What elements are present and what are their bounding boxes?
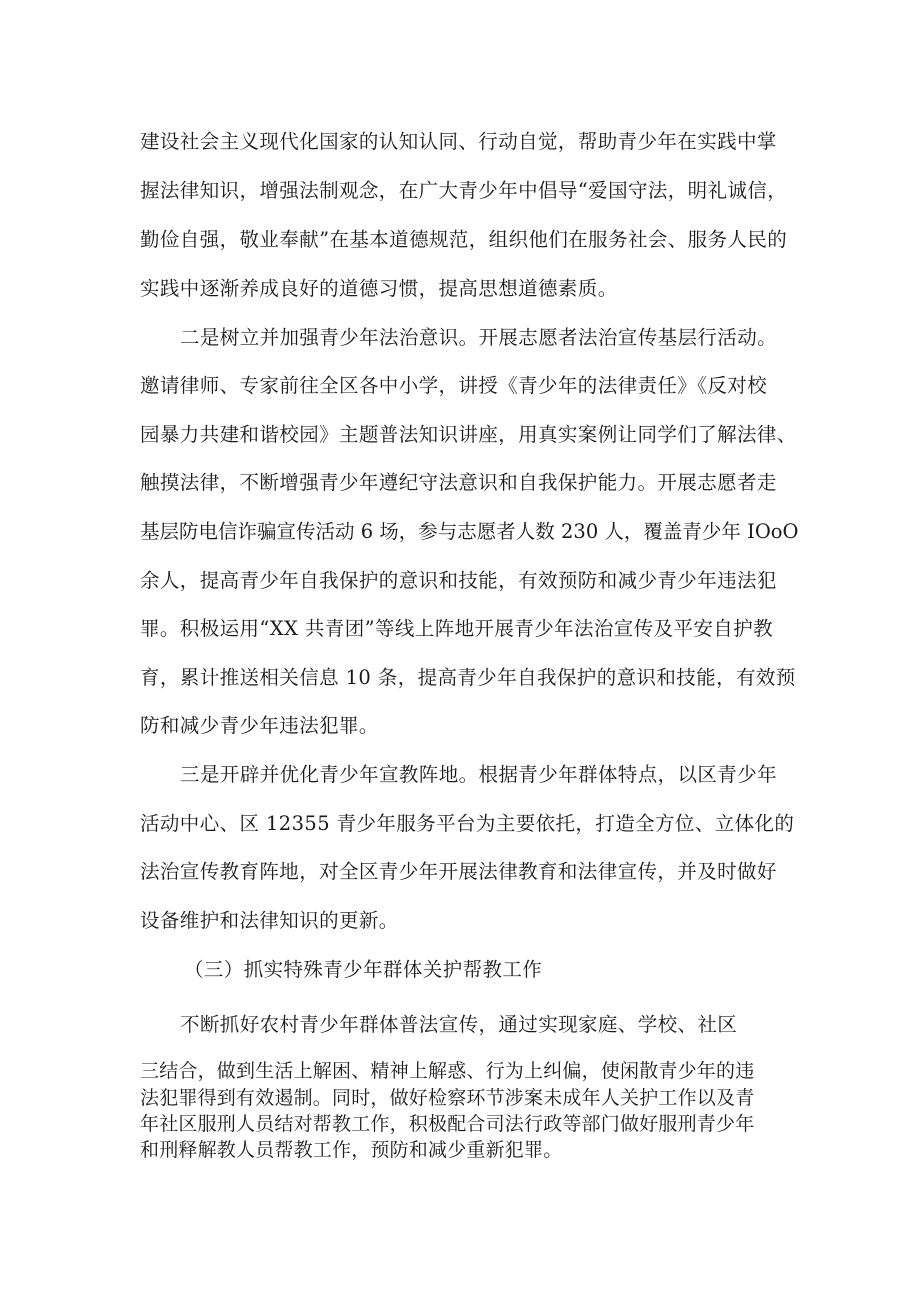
- text-line: 三结合，做到生活上解困、精神上解惑、行为上纠偏，使闲散青少年的违: [140, 1060, 755, 1082]
- text-line: 三是开辟并优化青少年宣教阵地。根据青少年群体特点，以区青少年: [180, 763, 778, 786]
- text-line: 不断抓好农村青少年群体普法宣传，通过实现家庭、学校、社区: [180, 1013, 738, 1036]
- text-line: 勤俭自强，敬业奉献”在基本道德规范，组织他们在服务社会、服务人民的: [140, 228, 788, 251]
- text-line: 余人，提高青少年自我保护的意识和技能，有效预防和减少青少年违法犯: [140, 569, 777, 592]
- text-line: 触摸法律，不断增强青少年遵纪守法意识和自我保护能力。开展志愿者走: [140, 471, 777, 494]
- text-line: 和刑释解教人员帮教工作，预防和减少重新犯罪。: [140, 1139, 563, 1161]
- text-line: 实践中逐渐养成良好的道德习惯，提高思想道德素质。: [140, 277, 618, 300]
- text-line: 设备维护和法律知识的更新。: [140, 909, 399, 932]
- text-line: 握法律知识，增强法制观念，在广大青少年中倡导“爱国守法，明礼诚信，: [140, 179, 788, 202]
- text-line: 法治宣传教育阵地，对全区青少年开展法律教育和法律宣传，并及时做好: [140, 860, 777, 883]
- text-line: 建设社会主义现代化国家的认知认同、行动自觉，帮助青少年在实践中掌: [140, 130, 777, 153]
- text-line: 活动中心、区 12355 青少年服务平台为主要依托，打造全方位、立体化的: [140, 812, 795, 835]
- text-line: 邀请律师、专家前往全区各中小学，讲授《青少年的法律责任》《反对校: [140, 374, 768, 397]
- text-line: 育，累计推送相关信息 10 条，提高青少年自我保护的意识和技能，有效预: [140, 666, 796, 689]
- text-line: 法犯罪得到有效遏制。同时，做好检察环节涉案未成年人关护工作以及青: [140, 1087, 755, 1109]
- section-heading: （三）抓实特殊青少年群体关护帮教工作: [184, 958, 543, 981]
- text-line: 罪。积极运用“XX 共青团”等线上阵地开展青少年法治宣传及平安自护教: [140, 617, 774, 640]
- text-line: 年社区服刑人员结对帮教工作，积极配合司法行政等部门做好服刑青少年: [140, 1113, 755, 1135]
- text-line: 防和减少青少年违法犯罪。: [140, 714, 379, 737]
- text-line: 二是树立并加强青少年法治意识。开展志愿者法治宣传基层行活动。: [180, 326, 778, 349]
- text-line: 园暴力共建和谐校园》主题普法知识讲座，用真实案例让同学们了解法律、: [140, 423, 797, 446]
- text-line: 基层防电信诈骗宣传活动 6 场，参与志愿者人数 230 人，覆盖青少年 IOoO: [140, 520, 799, 543]
